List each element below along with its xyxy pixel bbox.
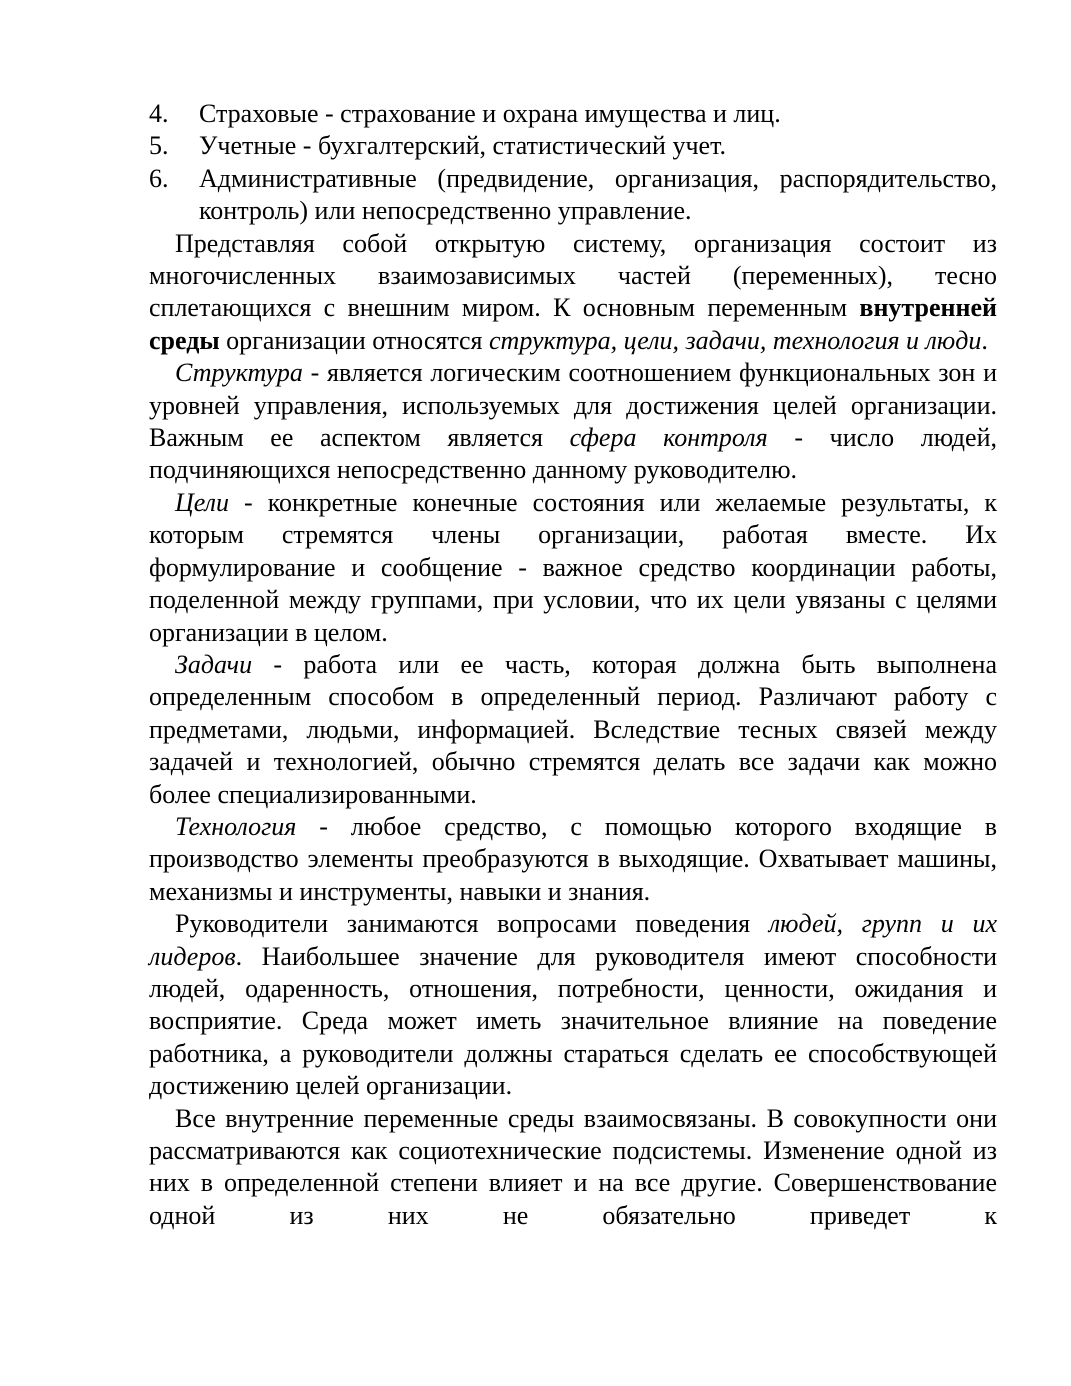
paragraph-text: Представляя собой открытую систему, организация состоит из многочисленных взаимозависимых частей (переменных), тесно сплетающихся с внешним миром. К основным переменным (149, 228, 997, 323)
paragraph-goals (149, 487, 997, 649)
paragraph-technology (149, 811, 997, 908)
paragraph-text: - работа или ее часть, которая должна быть выполнена определенным способом в определенный период. Различают работу с предметами, людьми, информацией. Вследствие тесных связей между задачей и технологией, обычно стремятся делать все задачи как можно более специализированными. (149, 649, 997, 809)
paragraph-text: Руководители занимаются вопросами поведения (175, 909, 769, 939)
paragraph-text: . (981, 325, 988, 355)
paragraph-text: - число людей, подчиняющихся непосредственно данному руководителю. (149, 423, 997, 485)
list-item (149, 130, 997, 162)
italic-term: людей, групп и их лидеров (149, 909, 998, 971)
paragraph-people (149, 908, 997, 1102)
italic-term: Цели (175, 487, 230, 517)
paragraph-text: - любое средство, с помощью которого входящие в производство элементы преобразуются в выходящие. Охватывает машины, механизмы и инструменты, навыки и знания. (149, 811, 997, 906)
paragraph-text: организации относятся (219, 325, 489, 355)
italic-term: структура, цели, задачи, технология и люди (489, 325, 982, 355)
list-number: 5. (149, 131, 169, 161)
list-text: Страховые - страхование и охрана имущества и лиц. (199, 99, 781, 128)
paragraph-interrelation (149, 1103, 997, 1233)
paragraph-structure (149, 357, 997, 487)
italic-term: Технология (175, 811, 297, 841)
list-item (149, 163, 997, 228)
italic-term: сфера контроля (569, 423, 768, 453)
paragraph-text: - является логическим соотношением функциональных зон и уровней управления, используемых для достижения целей организации. Важным ее аспектом является (149, 358, 997, 453)
paragraph-text: Все внутренние переменные среды взаимосвязаны. В совокупности они рассматриваются как социотехнические подсистемы. Изменение одной из них в определенной степени влияет и на все другие. Совершенствование одной из них не обязательно приведет к (149, 1103, 997, 1230)
list-text: Учетные - бухгалтерский, статистический учет. (199, 131, 726, 161)
italic-term: Задачи (175, 649, 253, 679)
list-item (149, 98, 997, 130)
bold-term: внутренней среды (149, 293, 997, 355)
paragraph-internal-environment (149, 228, 997, 358)
list-number: 6. (149, 163, 169, 193)
document-page (149, 98, 997, 1232)
italic-term: Структура (175, 358, 303, 388)
list-number: 4. (149, 99, 169, 128)
paragraph-text: - конкретные конечные состояния или желаемые результаты, к которым стремятся члены организации, работая вместе. Их формулирование и сообщение - важное средство координации работы, поделенной между группами, при условии, что их цели увязаны с целями организации в целом. (149, 487, 997, 647)
paragraph-tasks (149, 649, 997, 811)
list-text: Административные (предвидение, организация, распорядительство, контроль) или непосредственно управление. (199, 163, 997, 226)
paragraph-text: . Наибольшее значение для руководителя имеют способности людей, одаренность, отношения, потребности, ценности, ожидания и восприятие. Среда может иметь значительное влияние на поведение работника, а руководители должны стараться сделать ее способствующей достижению целей организации. (149, 941, 997, 1101)
